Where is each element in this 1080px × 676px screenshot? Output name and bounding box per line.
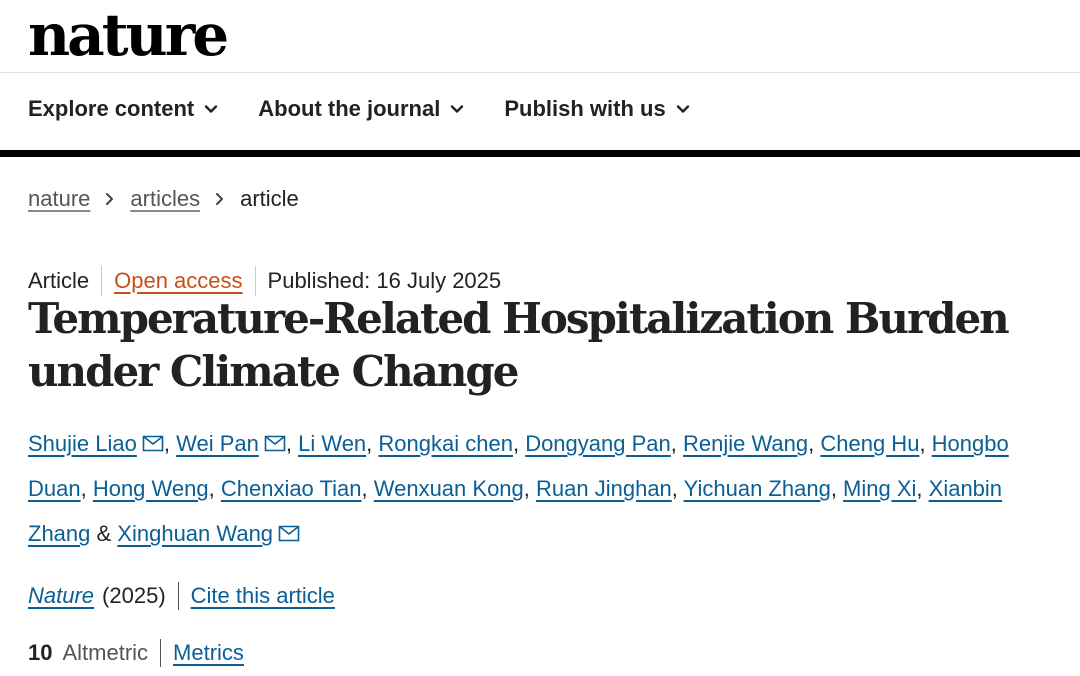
altmetric-score: 10: [28, 640, 53, 665]
author-link[interactable]: Ruan Jinghan: [536, 476, 672, 501]
breadcrumb-articles[interactable]: articles: [130, 186, 201, 211]
author-link[interactable]: Dongyang Pan: [525, 431, 671, 456]
article-type: Article: [28, 268, 90, 293]
author-link[interactable]: Cheng Hu: [820, 431, 920, 456]
author-link[interactable]: Rongkai chen: [378, 431, 513, 456]
nature-logo[interactable]: nature: [28, 1, 227, 69]
chevron-down-icon: [204, 102, 218, 116]
breadcrumb-nature[interactable]: nature: [28, 186, 91, 211]
author-separator: ,: [919, 431, 932, 456]
author-separator: ,: [163, 431, 177, 456]
author-link[interactable]: Chenxiao Tian: [220, 476, 362, 501]
published-date: Published: 16 July 2025: [267, 268, 502, 293]
main-nav: [28, 96, 730, 122]
author-list: [28, 421, 1058, 556]
nav-item-label: Explore content: [28, 96, 195, 121]
chevron-right-icon: [214, 192, 226, 206]
envelope-icon[interactable]: [142, 435, 164, 452]
author-separator: ,: [670, 431, 683, 456]
open-access-link[interactable]: Open access: [114, 268, 243, 293]
nav-divider: [0, 150, 1080, 157]
author-separator: ,: [80, 476, 93, 501]
journal-divider: [178, 582, 179, 610]
nav-item-label: Publish with us: [504, 96, 666, 121]
journal-year: (2025): [102, 583, 166, 608]
nav-about-journal[interactable]: [258, 96, 464, 122]
author-link[interactable]: Xianbin Zhang: [28, 476, 1003, 546]
journal-citation: [28, 582, 335, 610]
chevron-down-icon: [450, 102, 464, 116]
nav-explore-content[interactable]: [28, 96, 218, 122]
chevron-right-icon: [104, 192, 116, 206]
breadcrumb: [28, 186, 299, 212]
altmetric-label: Altmetric: [62, 640, 149, 665]
author-separator: ,: [208, 476, 221, 501]
author-separator: ,: [285, 431, 299, 456]
nav-item-label: About the journal: [258, 96, 441, 121]
author-separator: ,: [671, 476, 684, 501]
breadcrumb-current: article: [240, 186, 299, 211]
metrics-divider: [160, 639, 161, 667]
article-metrics: [28, 639, 244, 667]
author-link[interactable]: Renjie Wang: [682, 431, 809, 456]
header-divider: [0, 72, 1080, 73]
author-link[interactable]: Xinghuan Wang: [117, 521, 274, 546]
author-separator: &: [90, 521, 118, 546]
author-link[interactable]: Hongbo Duan: [28, 431, 1009, 501]
author-separator: ,: [512, 431, 526, 456]
author-link[interactable]: Li Wen: [298, 431, 367, 456]
author-separator: ,: [916, 476, 929, 501]
author-link[interactable]: Wenxuan Kong: [373, 476, 524, 501]
author-link[interactable]: Hong Weng: [92, 476, 209, 501]
metrics-link[interactable]: Metrics: [173, 640, 244, 665]
author-separator: ,: [366, 431, 379, 456]
author-separator: ,: [361, 476, 374, 501]
author-link[interactable]: Ming Xi: [843, 476, 917, 501]
author-separator: ,: [830, 476, 844, 501]
chevron-down-icon: [676, 102, 690, 116]
author-separator: ,: [523, 476, 537, 501]
author-link[interactable]: Yichuan Zhang: [683, 476, 831, 501]
author-link[interactable]: Wei Pan: [176, 431, 259, 456]
journal-name-link[interactable]: Nature: [28, 583, 95, 608]
envelope-icon[interactable]: [264, 435, 286, 452]
author-separator: ,: [808, 431, 821, 456]
article-title: Temperature-Related Hospitalization Burden under Climate Change: [28, 294, 1008, 396]
nav-publish-with-us[interactable]: [504, 96, 689, 122]
author-link[interactable]: Shujie Liao: [28, 431, 137, 456]
envelope-icon[interactable]: [278, 525, 300, 542]
cite-article-link[interactable]: Cite this article: [190, 583, 335, 608]
